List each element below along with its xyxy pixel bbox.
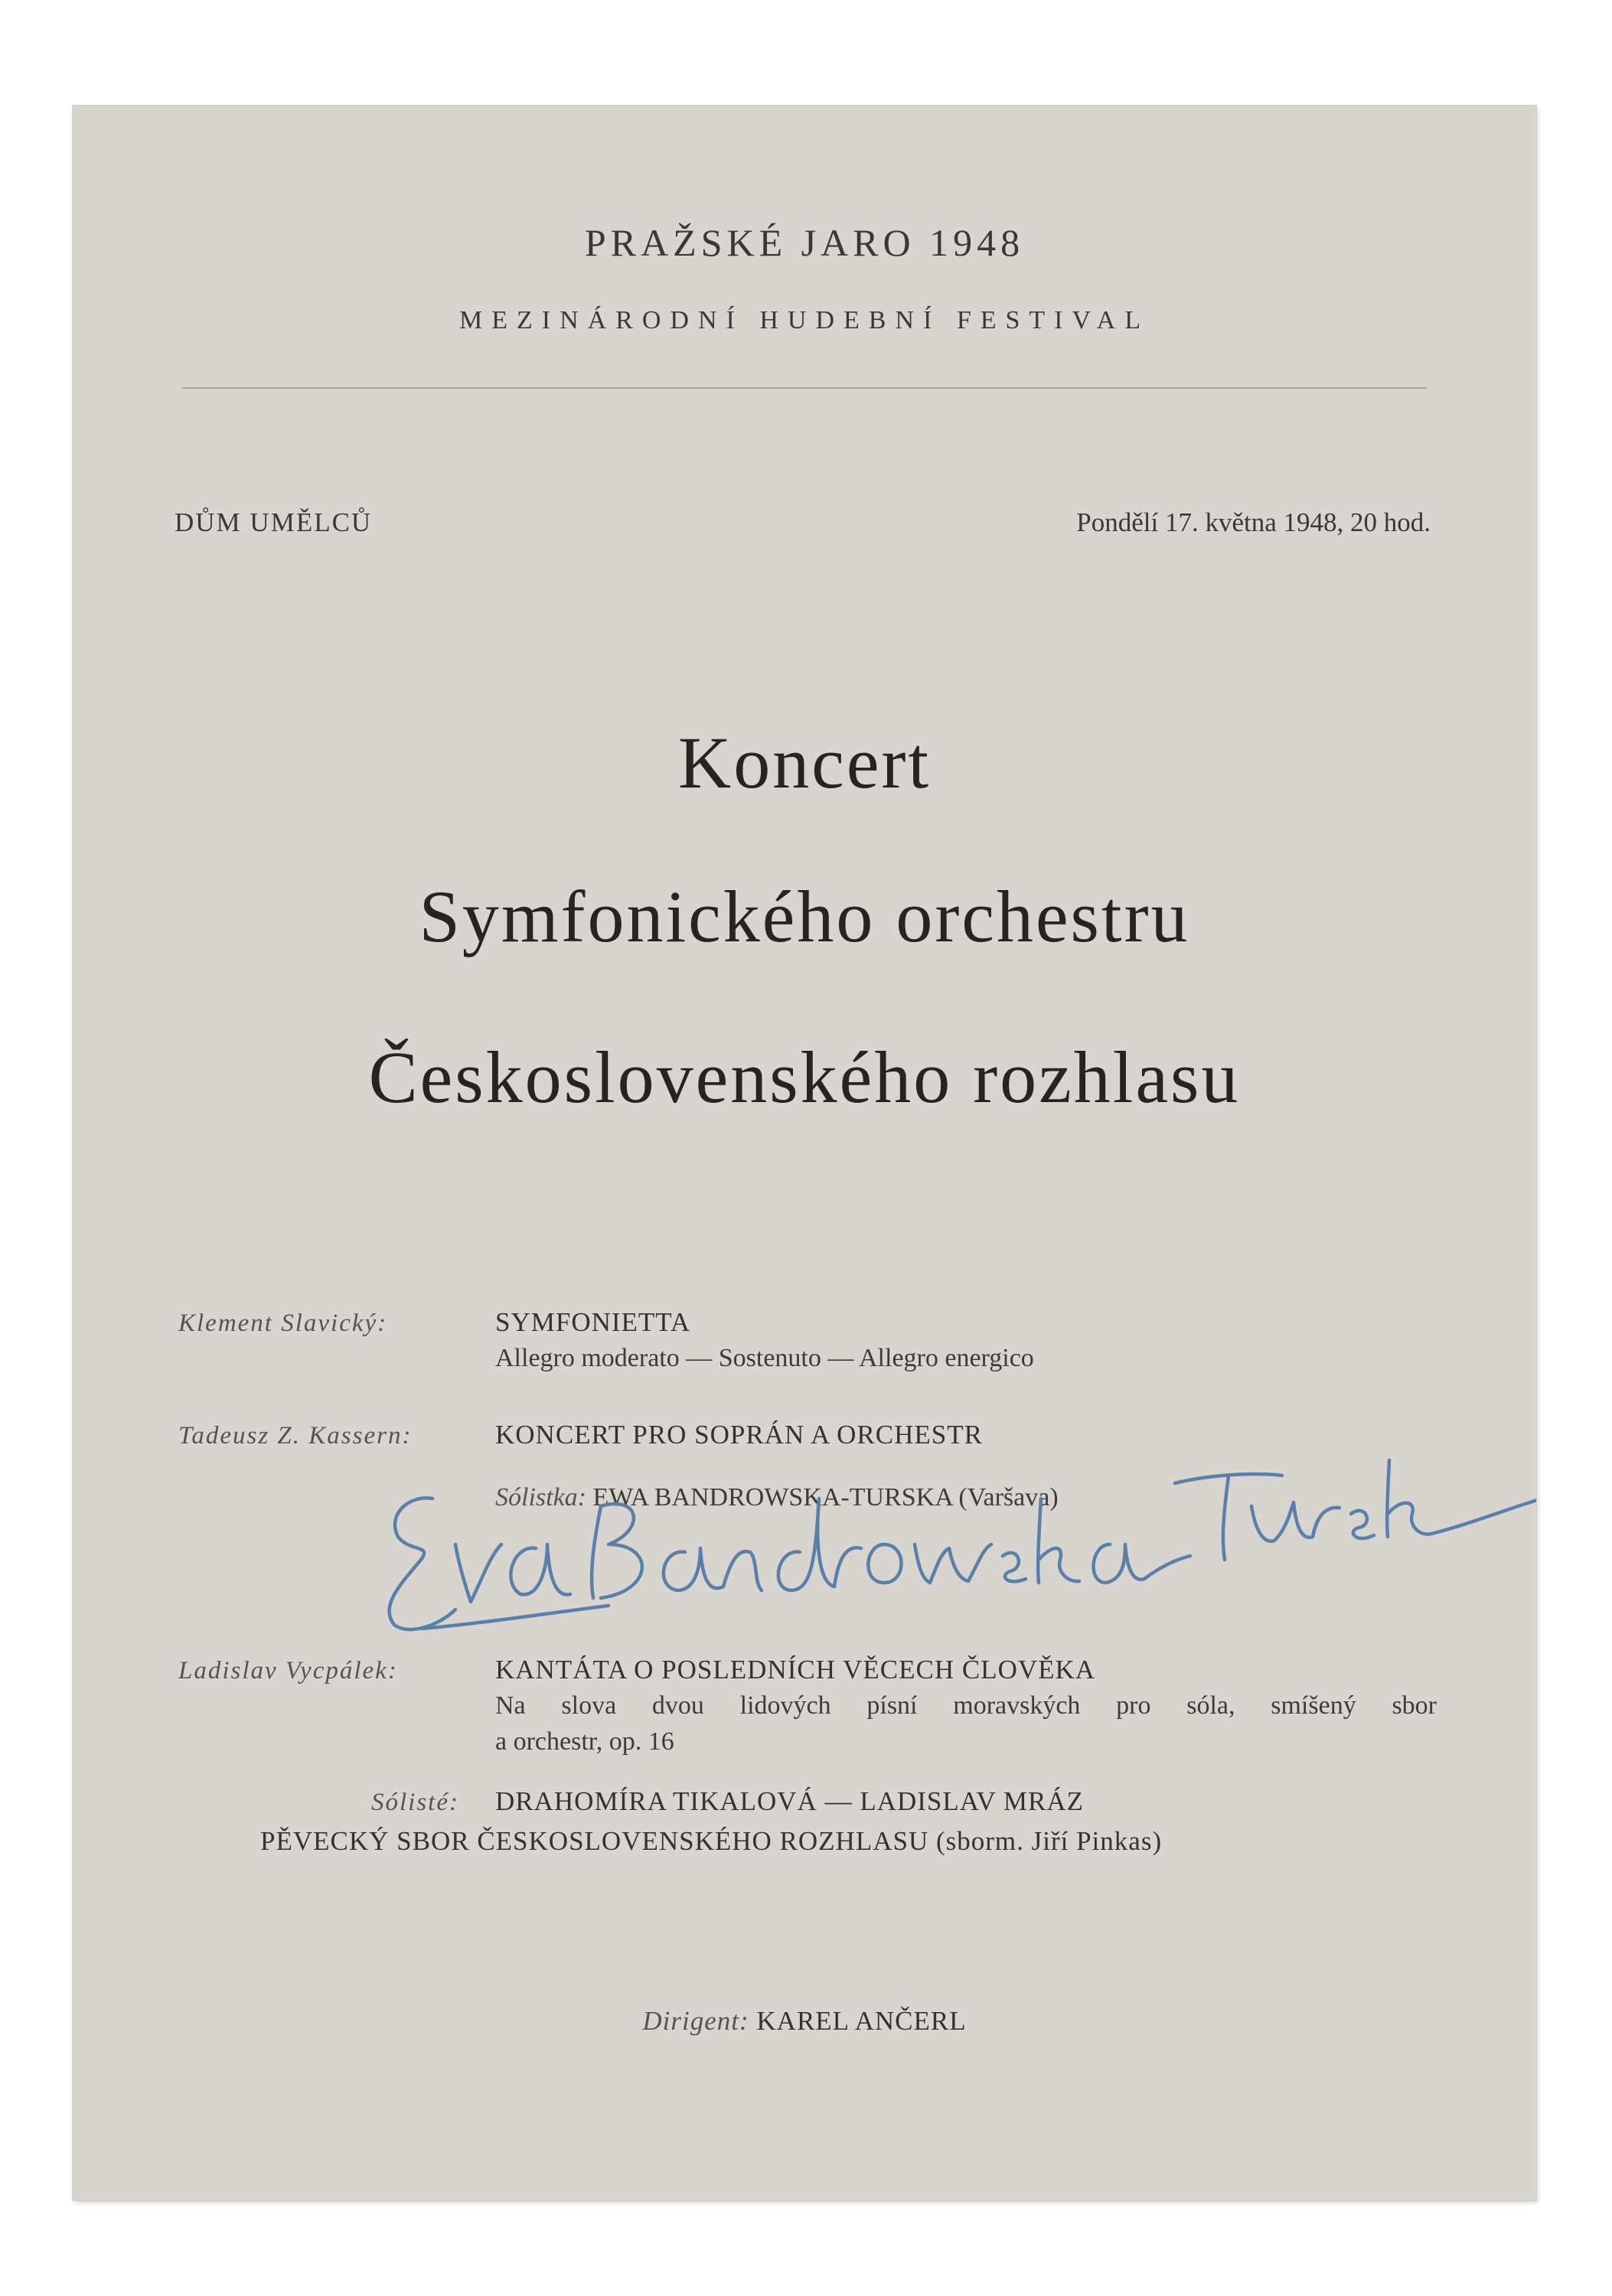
program-sheet [73,106,1536,2200]
work-1-detail: Allegro moderato — Sostenuto — Allegro energico [495,1344,1034,1372]
work-2: KONCERT PRO SOPRÁN A ORCHESTR [495,1420,983,1450]
work-3-detail-2: a orchestr, op. 16 [495,1727,674,1756]
soloist-label: Sólistka: [495,1483,586,1512]
concert-date: Pondělí 17. května 1948, 20 hod. [1076,507,1431,537]
soloists-label: Sólisté: [371,1789,459,1816]
header-divider [182,387,1427,389]
soloist-name: EWA BANDROWSKA-TURSKA (Varšava) [592,1483,1059,1512]
festival-subtitle: MEZINÁRODNÍ HUDEBNÍ FESTIVAL [458,306,1150,334]
conductor-label: Dirigent: [642,2006,749,2036]
conductor-line [73,2006,1536,2037]
title-line-3: Československého rozhlasu [368,1036,1241,1118]
festival-title: PRAŽSKÉ JARO 1948 [584,221,1025,264]
title-line-1: Koncert [677,722,932,804]
soloist-line [495,1483,1059,1512]
work-3-detail-1: Na slova dvou lidových písní moravských pro sóla, smíšený sbor [495,1691,1437,1720]
choir: PĚVECKÝ SBOR ČESKOSLOVENSKÉHO ROZHLASU (sborm. Jiří Pinkas) [260,1826,1163,1856]
handwritten-signature [73,106,1536,2200]
venue: DŮM UMĚLCŮ [175,507,373,537]
work-1: SYMFONIETTA [495,1307,691,1337]
composer-2: Tadeusz Z. Kassern: [178,1422,413,1450]
conductor-name: KAREL ANČERL [756,2006,967,2036]
title-line-2: Symfonického orchestru [419,876,1190,957]
soloists-names: DRAHOMÍRA TIKALOVÁ — LADISLAV MRÁZ [495,1786,1085,1816]
composer-1: Klement Slavický: [178,1309,388,1337]
work-3: KANTÁTA O POSLEDNÍCH VĚCECH ČLOVĚKA [495,1655,1096,1684]
composer-3: Ladislav Vycpálek: [178,1657,398,1684]
